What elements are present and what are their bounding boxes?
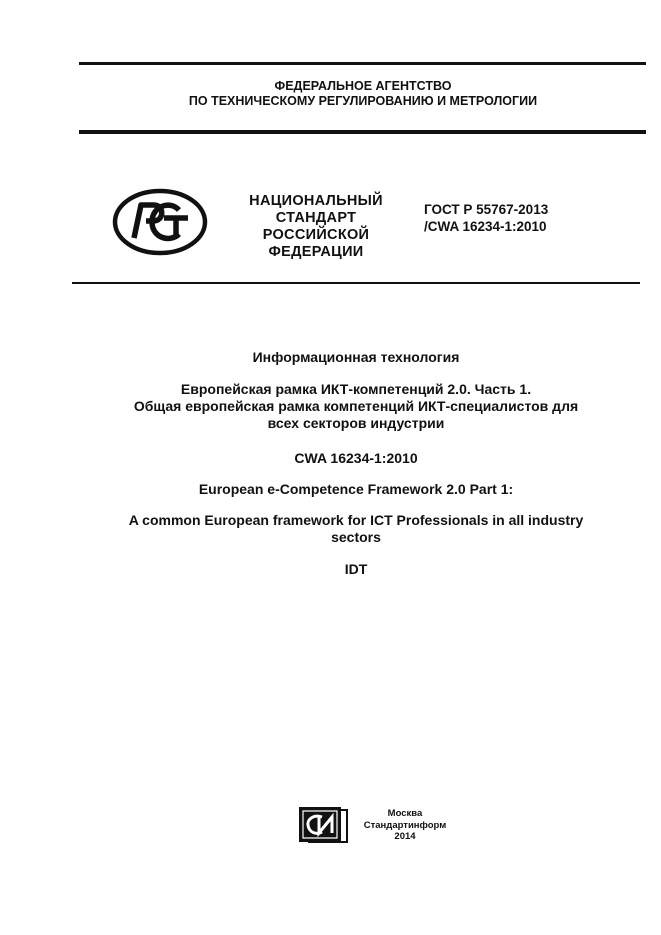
title-cwa: CWA 16234-1:2010: [294, 450, 418, 466]
title-topic: Информационная технология: [252, 349, 460, 365]
gost-number: ГОСТ Р 55767-2013: [424, 202, 549, 217]
agency-line-2: ПО ТЕХНИЧЕСКОМУ РЕГУЛИРОВАНИЮ И МЕТРОЛОГИИ: [188, 94, 538, 108]
title-ru-line-1: Европейская рамка ИКТ-компетенций 2.0. Часть 1.: [180, 381, 532, 397]
national-line-2: СТАНДАРТ: [275, 210, 357, 226]
standartinform-logo-icon: [298, 806, 348, 844]
title-english-2: [80, 512, 632, 546]
title-en-line-3: sectors: [331, 529, 381, 545]
title-en-line-2: A common European framework for ICT Professionals in all industry: [128, 512, 584, 528]
agency-line-1: ФЕДЕРАЛЬНОЕ АГЕНТСТВО: [274, 79, 452, 93]
national-standard-label: [230, 193, 402, 261]
cwa-number: /CWA 16234-1:2010: [424, 219, 547, 234]
publisher-year: 2014: [394, 831, 416, 842]
top-rule: [79, 62, 646, 65]
publisher-city: Москва: [387, 808, 423, 819]
national-line-3: РОССИЙСКОЙ: [262, 227, 370, 243]
title-russian: [80, 381, 632, 432]
national-line-4: ФЕДЕРАЦИИ: [268, 244, 364, 260]
national-line-1: НАЦИОНАЛЬНЫЙ: [249, 193, 383, 209]
header-bottom-rule: [79, 130, 646, 134]
standard-bottom-rule: [72, 282, 640, 284]
title-ru-line-2: Общая европейская рамка компетенций ИКТ-специалистов для: [133, 398, 579, 414]
agency-header: [80, 79, 646, 109]
title-idt: IDT: [344, 561, 368, 577]
publisher-name: Стандартинформ: [363, 819, 447, 831]
standard-number: [424, 201, 548, 235]
rst-logo-icon: [112, 188, 208, 256]
title-english-1: European e-Competence Framework 2.0 Part 1:: [198, 481, 514, 497]
title-ru-line-3: всех секторов индустрии: [267, 415, 445, 431]
publisher-info: [355, 808, 455, 843]
